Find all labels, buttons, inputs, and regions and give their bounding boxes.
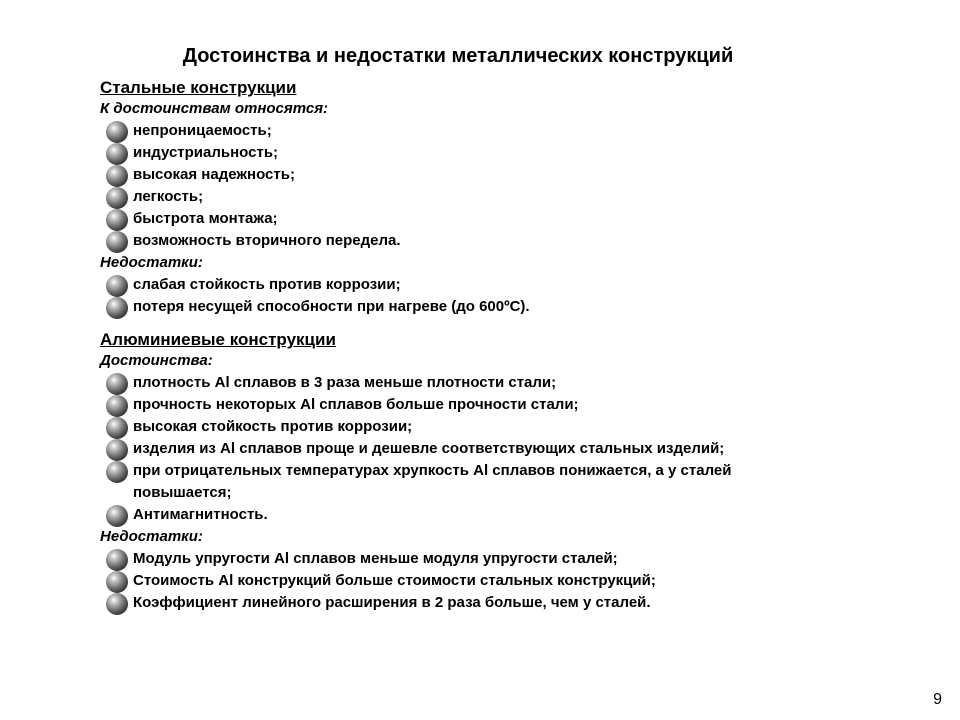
list-item-text: потеря несущей способности при нагреве (до 600ºС). [133,298,530,315]
list-item [100,394,830,416]
metal-ball-icon [106,275,128,297]
list-item [100,416,830,438]
list-item [100,164,830,186]
list-item [100,186,830,208]
metal-ball-icon [106,373,128,395]
list-item [100,208,830,230]
list-item-text: возможность вторичного передела. [133,232,401,249]
metal-ball-icon [106,593,128,615]
steel-disadvantages-list [100,274,830,318]
list-item [100,504,830,526]
list-item-text: при отрицательных температурах хрупкость Al сплавов понижается, а у сталей повышается; [133,462,732,501]
list-item [100,142,830,164]
metal-ball-icon [106,439,128,461]
list-item [100,460,830,504]
metal-ball-icon [106,417,128,439]
aluminum-disadvantages-label: Недостатки: [100,528,203,545]
aluminum-advantages-label: Достоинства: [100,352,213,369]
list-item-text: Модуль упругости Al сплавов меньше модуля упругости сталей; [133,550,618,567]
metal-ball-icon [106,143,128,165]
list-item [100,120,830,142]
metal-ball-icon [106,165,128,187]
list-item-text: плотность Al сплавов в 3 раза меньше плотности стали; [133,374,557,391]
slide-title: Достоинства и недостатки металлических конструкций [182,45,734,67]
metal-ball-icon [106,209,128,231]
steel-advantages-list [100,120,830,252]
metal-ball-icon [106,461,128,483]
list-item-text: быстрота монтажа; [133,210,278,227]
list-item [100,438,830,460]
list-item-text: высокая надежность; [133,166,295,183]
list-item-text: Коэффициент линейного расширения в 2 раза больше, чем у сталей. [133,594,651,611]
list-item [100,548,830,570]
steel-section-heading: Стальные конструкции [100,78,297,97]
list-item-text: индустриальность; [133,144,279,161]
steel-disadvantages-label: Недостатки: [100,254,203,271]
page-number: 9 [933,691,942,708]
aluminum-section-heading: Алюминиевые конструкции [100,330,336,349]
metal-ball-icon [106,231,128,253]
steel-advantages-label: К достоинствам относятся: [100,100,329,117]
list-item [100,592,830,614]
list-item [100,372,830,394]
list-item-text: Стоимость Al конструкций больше стоимости стальных конструкций; [133,572,656,589]
aluminum-advantages-list [100,372,830,526]
list-item-text: Антимагнитность. [133,506,268,523]
metal-ball-icon [106,571,128,593]
list-item-text: прочность некоторых Al сплавов больше прочности стали; [133,396,579,413]
metal-ball-icon [106,297,128,319]
list-item [100,230,830,252]
list-item [100,274,830,296]
list-item-text: легкость; [133,188,204,205]
list-item-text: слабая стойкость против коррозии; [133,276,401,293]
slide-content [100,78,830,614]
aluminum-disadvantages-list [100,548,830,614]
list-item [100,570,830,592]
metal-ball-icon [106,395,128,417]
list-item-text: изделия из Al сплавов проще и дешевле соответствующих стальных изделий; [133,440,725,457]
metal-ball-icon [106,505,128,527]
list-item-text: высокая стойкость против коррозии; [133,418,413,435]
metal-ball-icon [106,121,128,143]
metal-ball-icon [106,549,128,571]
list-item-text: непроницаемость; [133,122,272,139]
list-item [100,296,830,318]
metal-ball-icon [106,187,128,209]
